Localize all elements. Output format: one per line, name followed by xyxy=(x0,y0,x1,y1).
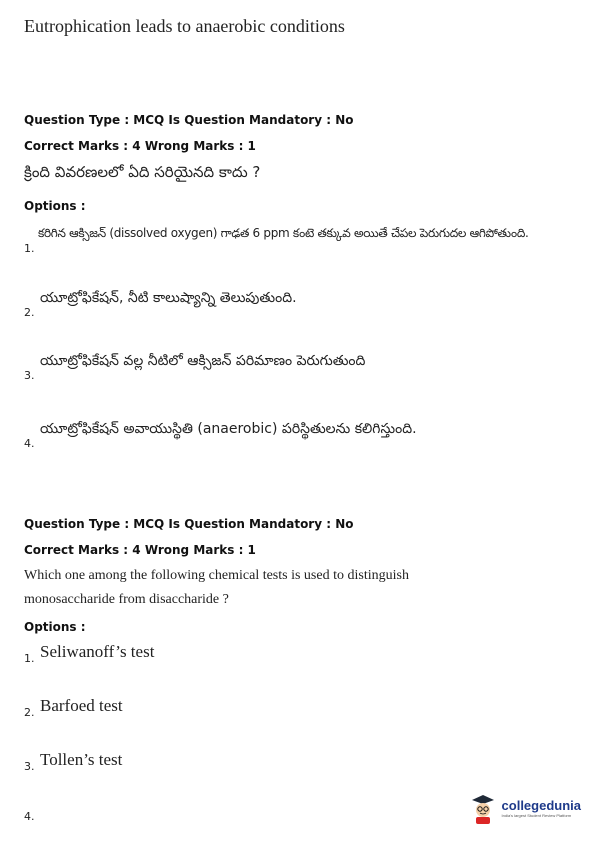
mascot-icon xyxy=(470,794,496,824)
option-text: యూట్రోఫికేషన్ వల్ల నీటిలో ఆక్సిజన్ పరిమాణం పెరుగుతుంది xyxy=(40,353,366,369)
question-type-meta: Question Type : MCQ Is Question Mandatory : No xyxy=(24,113,354,127)
marks-meta: Correct Marks : 4 Wrong Marks : 1 xyxy=(24,543,256,557)
option-number: 4. xyxy=(24,810,35,823)
option-number: 1. xyxy=(24,652,35,665)
question-text: క్రింది వివరణలలో ఏది సరియైనది కాదు ? xyxy=(24,163,261,181)
question-text: Which one among the following chemical tests is used to distinguish monosaccharide from disaccharide ? xyxy=(24,568,409,607)
marks-meta: Correct Marks : 4 Wrong Marks : 1 xyxy=(24,139,256,153)
logo-tagline: India's largest Student Review Platform xyxy=(501,813,572,818)
heading-text: Eutrophication leads to anaerobic conditions xyxy=(24,16,345,36)
option-number: 1. xyxy=(24,242,35,255)
options-label: Options : xyxy=(24,199,86,213)
option-text: యూట్రోఫికేషన్, నీటి కాలుష్యాన్ని తెలుపుతుంది. xyxy=(40,290,297,306)
option-text: Seliwanoff’s test xyxy=(40,642,155,661)
option-text: Barfoed test xyxy=(40,696,123,715)
option-text: కరిగిన ఆక్సిజన్ (dissolved oxygen) గాఢత 6 ppm కంటె తక్కువ అయితే చేపల పెరుగుదల ఆగిపోతుంది. xyxy=(38,226,529,240)
option-number: 2. xyxy=(24,706,35,719)
question-type-meta: Question Type : MCQ Is Question Mandatory : No xyxy=(24,517,354,531)
collegedunia-logo xyxy=(470,794,581,824)
option-text: యూట్రోఫికేషన్ అవాయుస్థితి (anaerobic) పరిస్థితులను కలిగిస్తుంది. xyxy=(40,421,417,437)
option-number: 3. xyxy=(24,369,35,382)
option-number: 4. xyxy=(24,437,35,450)
option-number: 3. xyxy=(24,760,35,773)
option-number: 2. xyxy=(24,306,35,319)
logo-name: collegedunia xyxy=(501,798,581,813)
options-label: Options : xyxy=(24,620,86,634)
option-text: Tollen’s test xyxy=(40,750,123,769)
